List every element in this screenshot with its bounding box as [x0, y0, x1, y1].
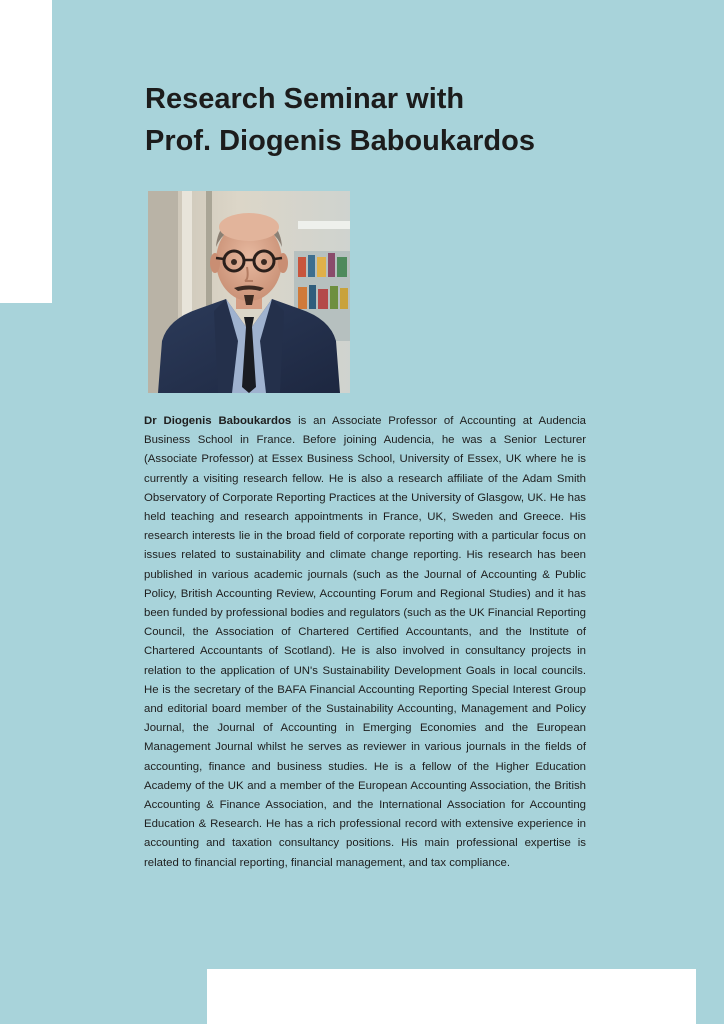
- speaker-portrait-illustration: [148, 191, 350, 393]
- speaker-biography: [144, 412, 586, 873]
- page-title: [145, 78, 705, 162]
- title-line-1: Research Seminar with: [145, 83, 465, 115]
- speaker-name: Dr Diogenis Baboukardos: [144, 415, 292, 427]
- speaker-photo: [148, 191, 350, 393]
- title-line-2: Prof. Diogenis Baboukardos: [145, 125, 535, 157]
- decorative-white-block-bottom: [207, 969, 696, 1024]
- decorative-white-block-left: [0, 0, 52, 303]
- biography-text: is an Associate Professor of Accounting at Audencia Business School in France. Before joining Audencia, he was a Senior Lecturer (Associate Professor) at Essex Business School, University of Essex, UK where he is currently a visiting research fellow. He is also a research affiliate of the Adam Smith Observatory of Corporate Reporting Practices at the University of Glasgow, UK. He has held teaching and research appointments in France, UK, Sweden and Greece. His research interests lie in the broad field of corporate reporting with a particular focus on issues related to sustainability and climate change reporting. His research has been published in various academic journals (such as the Journal of Accounting & Public Policy, British Accounting Review, Accounting Forum and Regional Studies) and it has been funded by professional bodies and regulators (such as the UK Financial Reporting Council, the Association of Chartered Certified Accountants, and the Institute of Chartered Accountants of Scotland). He is also involved in consultancy projects in relation to the application of UN's Sustainability Development Goals in local councils. He is the secretary of the BAFA Financial Accounting Reporting Special Interest Group and editorial board member of the Sustainability Accounting, Management and Policy Journal, the Journal of Accounting in Emerging Economies and the European Management Journal whilst he serves as reviewer in various journals in the fields of accounting, finance and business studies. He is a fellow of the Higher Education Academy of the UK and a member of the European Accounting Association, the British Accounting & Finance Association, and the International Association for Accounting Education & Research. He has a rich professional record with extensive experience in accounting and taxation consultancy positions. His main professional expertise is related to financial reporting, financial management, and tax compliance.: [144, 415, 587, 869]
